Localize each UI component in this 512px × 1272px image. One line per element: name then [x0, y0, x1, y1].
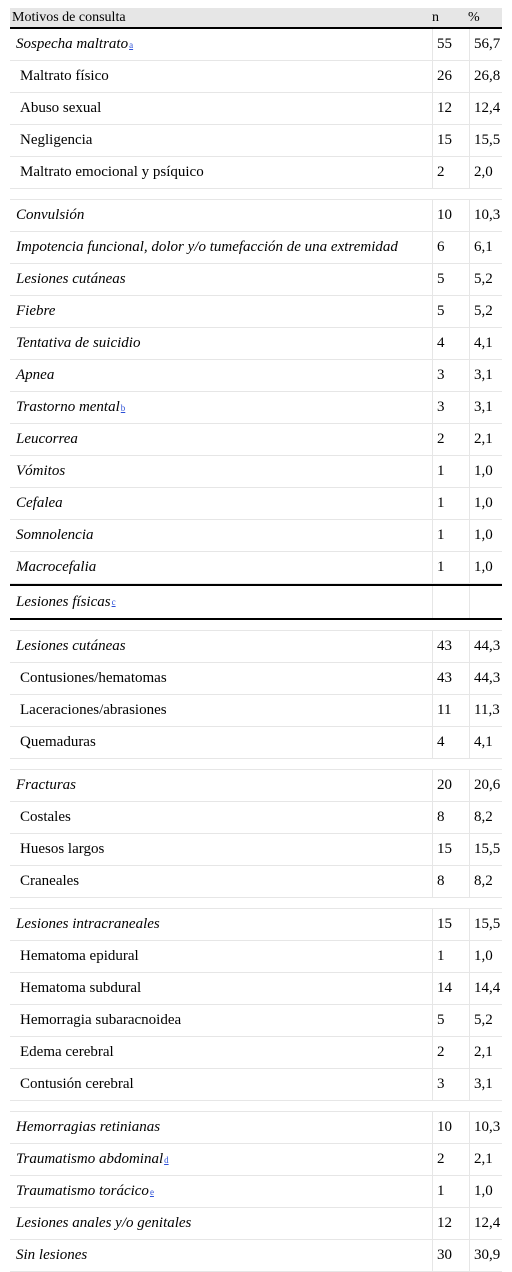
label-cell: [10, 296, 433, 327]
spacer-cell: [432, 898, 468, 908]
label-cell: [10, 488, 433, 519]
label-cell-text: Sin lesiones: [16, 1247, 88, 1263]
table-row: [10, 61, 502, 93]
n-cell: [433, 520, 470, 551]
n-cell: [433, 392, 470, 423]
pct-cell: [470, 552, 502, 583]
n-cell: [433, 93, 470, 124]
label-cell: [10, 695, 433, 726]
label-cell-text: Tentativa de suicidio: [16, 335, 141, 351]
pct-cell-text: 3,1: [474, 399, 493, 415]
pct-cell-text: 4,1: [474, 734, 493, 750]
spacer-cell: [468, 189, 502, 199]
n-cell: [433, 909, 470, 940]
label-cell-text: Craneales: [20, 873, 80, 889]
label-cell: [10, 520, 433, 551]
label-cell-text: Impotencia funcional, dolor y/o tumefacción de una extremidad: [16, 239, 398, 255]
label-cell-text: Hemorragias retinianas: [16, 1119, 161, 1135]
table-row: [10, 29, 502, 61]
label-cell-text: Hemorragia subaracnoidea: [20, 1012, 182, 1028]
table-row: [10, 973, 502, 1005]
pct-cell-text: 10,3: [474, 207, 501, 223]
n-cell-text: 3: [437, 399, 445, 415]
label-cell: [10, 770, 433, 801]
label-cell-text: Convulsión: [16, 207, 85, 223]
pct-cell-text: 5,2: [474, 1012, 493, 1028]
pct-cell: [470, 1037, 502, 1068]
pct-cell-text: 1,0: [474, 559, 493, 575]
label-cell: [10, 157, 433, 188]
pct-cell: [470, 93, 502, 124]
n-cell: [433, 941, 470, 972]
n-cell: [433, 1005, 470, 1036]
label-cell: Sospecha maltrato a: [10, 29, 433, 60]
pct-cell: [470, 456, 502, 487]
pct-cell-text: 15,5: [474, 841, 501, 857]
n-cell: [433, 328, 470, 359]
n-cell-text: 26: [437, 68, 452, 84]
label-cell: [10, 973, 433, 1004]
n-cell-text: 1: [437, 527, 445, 543]
table-row: [10, 1176, 502, 1208]
n-cell-text: 14: [437, 980, 452, 996]
n-cell: [433, 488, 470, 519]
pct-cell-text: 1,0: [474, 1183, 493, 1199]
n-cell-text: 2: [437, 431, 445, 447]
n-cell-text: 1: [437, 463, 445, 479]
pct-cell: [470, 232, 502, 263]
n-cell: [433, 29, 470, 60]
n-cell: [433, 157, 470, 188]
spacer-cell: [432, 1101, 468, 1111]
pct-cell-text: 15,5: [474, 132, 501, 148]
pct-cell: [470, 727, 502, 758]
pct-cell-text: 2,0: [474, 164, 493, 180]
label-cell-text: Contusiones/hematomas: [20, 670, 167, 686]
label-cell: Lesiones físicas c: [10, 586, 433, 618]
label-cell-text: Macrocefalia: [16, 559, 97, 575]
pct-cell-text: 6,1: [474, 239, 493, 255]
table-row: [10, 93, 502, 125]
label-cell-text: Leucorrea: [16, 431, 78, 447]
n-cell-text: 5: [437, 303, 445, 319]
label-cell-text: Negligencia: [20, 132, 93, 148]
pct-cell: [470, 1240, 502, 1271]
pct-cell: [470, 770, 502, 801]
pct-cell-text: 10,3: [474, 1119, 501, 1135]
pct-cell: [470, 392, 502, 423]
n-cell: [433, 866, 470, 897]
label-cell: [10, 328, 433, 359]
n-cell: [433, 200, 470, 231]
header-cell: [464, 8, 502, 27]
n-cell: [433, 1037, 470, 1068]
spacer-row: [10, 898, 502, 909]
label-cell: [10, 866, 433, 897]
spacer-row: [10, 189, 502, 200]
n-cell-text: 15: [437, 916, 452, 932]
table-row: [10, 552, 502, 584]
spacer-row: [10, 620, 502, 631]
table-row: [10, 663, 502, 695]
pct-cell: [470, 866, 502, 897]
n-cell-text: 1: [437, 948, 445, 964]
n-cell: [433, 456, 470, 487]
n-cell: [433, 1176, 470, 1207]
n-cell-text: 1: [437, 495, 445, 511]
label-cell: [10, 631, 433, 662]
n-cell: [433, 834, 470, 865]
n-cell: [433, 973, 470, 1004]
n-cell: [433, 802, 470, 833]
label-cell-text: Maltrato emocional y psíquico: [20, 164, 204, 180]
table-row: [10, 1240, 502, 1272]
n-cell-text: 1: [437, 1183, 445, 1199]
pct-cell: [470, 424, 502, 455]
n-cell-text: 10: [437, 207, 452, 223]
table-row: [10, 1112, 502, 1144]
n-cell-text: 2: [437, 1044, 445, 1060]
table-row: [10, 296, 502, 328]
label-cell-text: Edema cerebral: [20, 1044, 114, 1060]
n-cell: [433, 1240, 470, 1271]
spacer-cell: [468, 898, 502, 908]
pct-cell: [470, 360, 502, 391]
label-cell: [10, 802, 433, 833]
spacer-cell: [468, 759, 502, 769]
n-cell: [433, 552, 470, 583]
spacer-cell: [10, 620, 432, 630]
pct-cell-text: 20,6: [474, 777, 501, 793]
label-cell: [10, 834, 433, 865]
pct-cell-text: 4,1: [474, 335, 493, 351]
label-cell: Traumatismo torácico e: [10, 1176, 433, 1207]
label-cell-text: Lesiones cutáneas: [16, 271, 126, 287]
n-cell-text: 12: [437, 100, 452, 116]
pct-cell-text: 8,2: [474, 873, 493, 889]
table-row: [10, 1069, 502, 1101]
pct-cell-text: 56,7: [474, 36, 501, 52]
pct-cell-text: 26,8: [474, 68, 501, 84]
pct-cell-text: 1,0: [474, 527, 493, 543]
pct-cell-text: 5,2: [474, 271, 493, 287]
n-cell: [433, 770, 470, 801]
n-cell: [433, 125, 470, 156]
spacer-row: [10, 1101, 502, 1112]
label-cell: [10, 1112, 433, 1143]
spacer-cell: [10, 1101, 432, 1111]
table-row: [10, 264, 502, 296]
label-cell-text: Vómitos: [16, 463, 66, 479]
pct-cell: [470, 29, 502, 60]
label-cell: [10, 1240, 433, 1271]
pct-cell: [470, 1208, 502, 1239]
header-cell: [10, 8, 428, 27]
label-cell-text: Hematoma epidural: [20, 948, 139, 964]
table-header: [10, 8, 502, 29]
pct-cell: [470, 328, 502, 359]
header-pct: %: [468, 9, 480, 25]
table-row: [10, 424, 502, 456]
pct-cell: [470, 802, 502, 833]
pct-cell: [470, 941, 502, 972]
table-row: [10, 488, 502, 520]
pct-cell: [470, 125, 502, 156]
pct-cell-text: 2,1: [474, 1151, 493, 1167]
n-cell-text: 3: [437, 367, 445, 383]
label-cell-text: Laceraciones/abrasiones: [20, 702, 167, 718]
label-cell: [10, 61, 433, 92]
n-cell: [433, 1112, 470, 1143]
n-cell-text: 15: [437, 132, 452, 148]
table-row: [10, 456, 502, 488]
pct-cell-text: 15,5: [474, 916, 501, 932]
n-cell: [433, 296, 470, 327]
label-cell-text: Abuso sexual: [20, 100, 102, 116]
pct-cell: [470, 909, 502, 940]
pct-cell: [470, 631, 502, 662]
table-row: [10, 125, 502, 157]
label-cell: [10, 232, 433, 263]
n-cell-text: 11: [437, 702, 452, 718]
pct-cell: [470, 264, 502, 295]
n-cell-text: 10: [437, 1119, 452, 1135]
table-row: [10, 834, 502, 866]
table-row: [10, 1208, 502, 1240]
table-row: [10, 631, 502, 663]
table-row: [10, 328, 502, 360]
n-cell-text: 5: [437, 271, 445, 287]
n-cell-text: 43: [437, 638, 452, 654]
n-cell: [433, 1144, 470, 1175]
pct-cell-text: 1,0: [474, 948, 493, 964]
table-row: [10, 360, 502, 392]
table-row: [10, 1144, 502, 1176]
n-cell: [433, 424, 470, 455]
label-cell-text: Maltrato físico: [20, 68, 109, 84]
pct-cell-text: 3,1: [474, 1076, 493, 1092]
spacer-row: [10, 759, 502, 770]
pct-cell-text: 3,1: [474, 367, 493, 383]
table-row: [10, 232, 502, 264]
pct-cell-text: 30,9: [474, 1247, 501, 1263]
spacer-cell: [10, 189, 432, 199]
spacer-cell: [432, 759, 468, 769]
n-cell-text: 30: [437, 1247, 452, 1263]
table-row: [10, 695, 502, 727]
n-cell: [433, 1069, 470, 1100]
label-cell: [10, 663, 433, 694]
label-cell-text: Lesiones físicas: [16, 593, 111, 610]
pct-cell-text: 8,2: [474, 809, 493, 825]
table-row: [10, 157, 502, 189]
label-cell-text: Traumatismo abdominal: [16, 1151, 164, 1167]
label-cell: Trastorno mental b: [10, 392, 433, 423]
table-body: [10, 29, 502, 1272]
n-cell: [433, 727, 470, 758]
label-cell-text: Apnea: [16, 367, 55, 383]
n-cell: [433, 586, 470, 618]
section-header-row: [10, 584, 502, 620]
n-cell-text: 8: [437, 873, 445, 889]
pct-cell: [470, 1176, 502, 1207]
pct-cell-text: 14,4: [474, 980, 501, 996]
n-cell-text: 15: [437, 841, 452, 857]
table-row: [10, 866, 502, 898]
pct-cell: [470, 296, 502, 327]
label-cell-text: Sospecha maltrato: [16, 36, 129, 52]
label-cell-text: Costales: [20, 809, 71, 825]
label-cell: [10, 909, 433, 940]
table-row: [10, 1005, 502, 1037]
spacer-cell: [468, 1101, 502, 1111]
n-cell-text: 6: [437, 239, 445, 255]
pct-cell: [470, 973, 502, 1004]
spacer-cell: [432, 620, 468, 630]
label-cell-text: Cefalea: [16, 495, 63, 511]
table-row: [10, 909, 502, 941]
label-cell: [10, 360, 433, 391]
label-cell: Traumatismo abdominal d: [10, 1144, 433, 1175]
pct-cell: [470, 695, 502, 726]
pct-cell-text: 44,3: [474, 670, 501, 686]
pct-cell: [470, 1112, 502, 1143]
n-cell: [433, 61, 470, 92]
label-cell: [10, 456, 433, 487]
pct-cell-text: 12,4: [474, 100, 501, 116]
label-cell: [10, 264, 433, 295]
pct-cell-text: 1,0: [474, 463, 493, 479]
label-cell-text: Quemaduras: [20, 734, 96, 750]
spacer-cell: [432, 189, 468, 199]
n-cell: [433, 232, 470, 263]
table-row: [10, 1037, 502, 1069]
spacer-cell: [10, 898, 432, 908]
n-cell-text: 20: [437, 777, 452, 793]
n-cell-text: 2: [437, 1151, 445, 1167]
label-cell: [10, 200, 433, 231]
table-row: [10, 200, 502, 232]
pct-cell-text: 1,0: [474, 495, 493, 511]
pct-cell-text: 5,2: [474, 303, 493, 319]
pct-cell: [470, 1005, 502, 1036]
pct-cell: [470, 61, 502, 92]
n-cell: [433, 631, 470, 662]
label-cell: [10, 552, 433, 583]
label-cell-text: Hematoma subdural: [20, 980, 142, 996]
n-cell: [433, 663, 470, 694]
pct-cell: [470, 157, 502, 188]
n-cell-text: 12: [437, 1215, 452, 1231]
n-cell-text: 2: [437, 164, 445, 180]
n-cell-text: 1: [437, 559, 445, 575]
header-motivos: Motivos de consulta: [12, 9, 126, 25]
pct-cell: [470, 586, 502, 618]
label-cell-text: Fiebre: [16, 303, 56, 319]
spacer-cell: [10, 759, 432, 769]
label-cell-text: Traumatismo torácico: [16, 1183, 149, 1199]
n-cell: [433, 360, 470, 391]
label-cell-text: Lesiones anales y/o genitales: [16, 1215, 192, 1231]
pct-cell: [470, 834, 502, 865]
label-cell-text: Trastorno mental: [16, 399, 120, 415]
header-cell: [428, 8, 464, 27]
label-cell-text: Fracturas: [16, 777, 76, 793]
table-row: [10, 802, 502, 834]
pct-cell: [470, 1069, 502, 1100]
table-row: [10, 941, 502, 973]
label-cell-text: Lesiones cutáneas: [16, 638, 126, 654]
pct-cell: [470, 200, 502, 231]
label-cell: [10, 1069, 433, 1100]
spacer-cell: [468, 620, 502, 630]
n-cell: [433, 264, 470, 295]
label-cell-text: Huesos largos: [20, 841, 105, 857]
label-cell: [10, 93, 433, 124]
n-cell-text: 43: [437, 670, 452, 686]
table-row: [10, 392, 502, 424]
table-row: [10, 727, 502, 759]
label-cell-text: Contusión cerebral: [20, 1076, 134, 1092]
pct-cell: [470, 488, 502, 519]
n-cell-text: 4: [437, 335, 445, 351]
pct-cell: [470, 520, 502, 551]
pct-cell-text: 2,1: [474, 431, 493, 447]
pct-cell-text: 11,3: [474, 702, 500, 718]
data-table: [10, 8, 502, 1272]
table-row: [10, 770, 502, 802]
label-cell: [10, 1005, 433, 1036]
pct-cell: [470, 1144, 502, 1175]
pct-cell-text: 44,3: [474, 638, 501, 654]
label-cell: [10, 424, 433, 455]
n-cell: [433, 1208, 470, 1239]
label-cell-text: Lesiones intracraneales: [16, 916, 160, 932]
n-cell-text: 5: [437, 1012, 445, 1028]
pct-cell-text: 12,4: [474, 1215, 501, 1231]
pct-cell: [470, 663, 502, 694]
n-cell-text: 3: [437, 1076, 445, 1092]
label-cell-text: Somnolencia: [16, 527, 94, 543]
n-cell-text: 8: [437, 809, 445, 825]
label-cell: [10, 1037, 433, 1068]
n-cell-text: 55: [437, 36, 452, 52]
n-cell-text: 4: [437, 734, 445, 750]
header-n: n: [432, 9, 439, 25]
label-cell: [10, 125, 433, 156]
table-row: [10, 520, 502, 552]
pct-cell-text: 2,1: [474, 1044, 493, 1060]
label-cell: [10, 727, 433, 758]
label-cell: [10, 941, 433, 972]
n-cell: [433, 695, 470, 726]
label-cell: [10, 1208, 433, 1239]
